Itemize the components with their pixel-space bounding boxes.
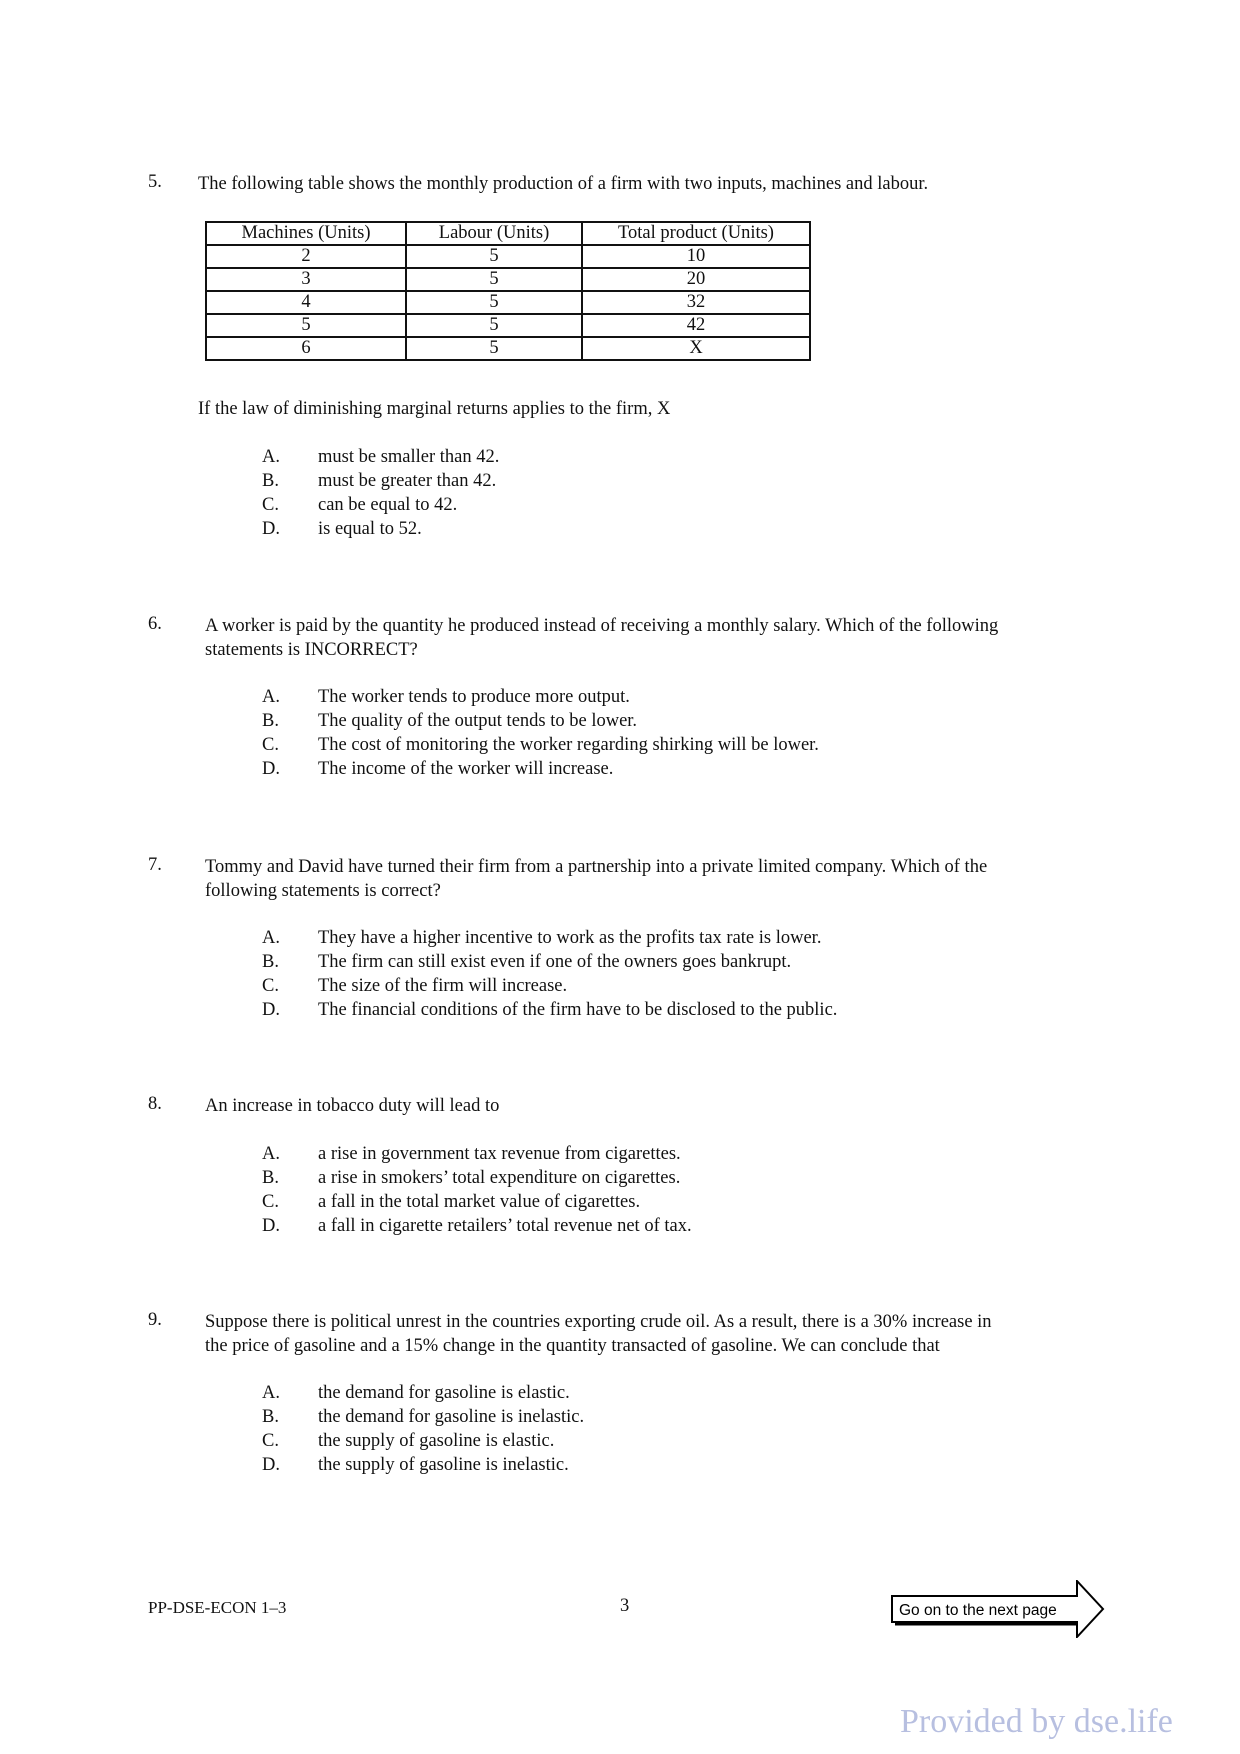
table-cell: 32: [582, 291, 810, 314]
option-c[interactable]: [262, 733, 819, 757]
page-number: 3: [620, 1596, 630, 1616]
question-7-text: [205, 855, 987, 903]
option-letter: C.: [262, 495, 279, 515]
option-letter: D.: [262, 519, 280, 539]
option-text: The income of the worker will increase.: [318, 759, 614, 779]
option-c[interactable]: [262, 974, 837, 998]
question-5-stem: If the law of diminishing marginal returns applies to the firm, X: [198, 399, 671, 419]
option-b[interactable]: [262, 469, 499, 493]
production-table: [205, 221, 811, 361]
question-8-number: 8.: [148, 1094, 162, 1114]
table-row: [206, 245, 810, 268]
option-text: the demand for gasoline is elastic.: [318, 1383, 570, 1403]
question-5-number: 5.: [148, 172, 162, 192]
option-text: The cost of monitoring the worker regarding shirking will be lower.: [318, 735, 819, 755]
option-d[interactable]: [262, 1214, 692, 1238]
option-letter: B.: [262, 1168, 279, 1188]
option-letter: C.: [262, 735, 279, 755]
option-c[interactable]: [262, 493, 499, 517]
option-a[interactable]: [262, 445, 499, 469]
option-text: The size of the firm will increase.: [318, 976, 568, 996]
option-c[interactable]: [262, 1190, 692, 1214]
table-cell: 5: [406, 291, 582, 314]
option-letter: C.: [262, 1431, 279, 1451]
option-d[interactable]: [262, 998, 837, 1022]
option-text: a fall in the total market value of cigarettes.: [318, 1192, 641, 1212]
option-text: the demand for gasoline is inelastic.: [318, 1407, 585, 1427]
column-header-labour: Labour (Units): [406, 222, 582, 245]
column-header-total-product: Total product (Units): [582, 222, 810, 245]
option-text: The worker tends to produce more output.: [318, 687, 630, 707]
table-cell: 10: [582, 245, 810, 268]
option-text: a rise in government tax revenue from cigarettes.: [318, 1144, 681, 1164]
table-row: [206, 291, 810, 314]
option-text: a rise in smokers’ total expenditure on cigarettes.: [318, 1168, 681, 1188]
option-letter: B.: [262, 1407, 279, 1427]
table-cell: 5: [406, 314, 582, 337]
option-letter: B.: [262, 952, 279, 972]
question-5-options: [262, 445, 499, 541]
option-letter: A.: [262, 687, 280, 707]
table-cell: 3: [206, 268, 406, 291]
question-5-text: The following table shows the monthly production of a firm with two inputs, machines and labour.: [198, 174, 929, 194]
next-page-button[interactable]: [891, 1580, 1105, 1638]
option-text: is equal to 52.: [318, 519, 422, 539]
option-letter: C.: [262, 1192, 279, 1212]
question-6-line-1: A worker is paid by the quantity he produced instead of receiving a monthly salary. Which of the following: [205, 616, 999, 636]
option-a[interactable]: [262, 926, 837, 950]
question-7-line-1: Tommy and David have turned their firm from a partnership into a private limited company. Which of the: [205, 857, 988, 877]
table-cell: 4: [206, 291, 406, 314]
option-a[interactable]: [262, 1142, 692, 1166]
option-text: They have a higher incentive to work as the profits tax rate is lower.: [318, 928, 822, 948]
option-d[interactable]: [262, 517, 499, 541]
option-b[interactable]: [262, 709, 819, 733]
option-letter: D.: [262, 1455, 280, 1475]
option-text: the supply of gasoline is inelastic.: [318, 1455, 569, 1475]
option-d[interactable]: [262, 1453, 584, 1477]
table-cell: 42: [582, 314, 810, 337]
option-letter: D.: [262, 759, 280, 779]
table-cell: 5: [406, 268, 582, 291]
option-a[interactable]: [262, 685, 819, 709]
next-page-label: Go on to the next page: [899, 1602, 1057, 1619]
option-text: a fall in cigarette retailers’ total revenue net of tax.: [318, 1216, 692, 1236]
question-9-line-2: the price of gasoline and a 15% change in the quantity transacted of gasoline. We can conclude that: [205, 1336, 940, 1356]
question-6-line-2: statements is INCORRECT?: [205, 640, 418, 660]
option-letter: B.: [262, 711, 279, 731]
question-9-line-1: Suppose there is political unrest in the countries exporting crude oil. As a result, there is a 30% increase in: [205, 1312, 992, 1332]
option-text: The financial conditions of the firm have to be disclosed to the public.: [318, 1000, 838, 1020]
table-header-row: [206, 222, 810, 245]
table-row: [206, 268, 810, 291]
option-letter: C.: [262, 976, 279, 996]
table-cell: 6: [206, 337, 406, 360]
table-row: [206, 337, 810, 360]
option-letter: A.: [262, 1383, 280, 1403]
column-header-machines: Machines (Units): [206, 222, 406, 245]
option-text: must be smaller than 42.: [318, 447, 500, 467]
table-row: [206, 314, 810, 337]
option-b[interactable]: [262, 950, 837, 974]
question-8-text: An increase in tobacco duty will lead to: [205, 1096, 500, 1116]
option-text: The quality of the output tends to be lower.: [318, 711, 638, 731]
question-9-text: [205, 1310, 992, 1358]
option-b[interactable]: [262, 1405, 584, 1429]
option-b[interactable]: [262, 1166, 692, 1190]
question-9-number: 9.: [148, 1310, 162, 1330]
option-letter: A.: [262, 1144, 280, 1164]
paper-code: PP-DSE-ECON 1–3: [148, 1598, 287, 1617]
question-7-options: [262, 926, 837, 1022]
option-letter: D.: [262, 1000, 280, 1020]
question-8-options: [262, 1142, 692, 1238]
table-cell: 5: [406, 245, 582, 268]
option-a[interactable]: [262, 1381, 584, 1405]
option-letter: B.: [262, 471, 279, 491]
option-text: The firm can still exist even if one of the owners goes bankrupt.: [318, 952, 792, 972]
option-d[interactable]: [262, 757, 819, 781]
option-letter: A.: [262, 928, 280, 948]
table-cell: 2: [206, 245, 406, 268]
question-9-options: [262, 1381, 584, 1477]
table-cell: 5: [406, 337, 582, 360]
table-cell: 5: [206, 314, 406, 337]
question-6-options: [262, 685, 819, 781]
option-c[interactable]: [262, 1429, 584, 1453]
watermark: Provided by dse.life: [900, 1703, 1173, 1740]
option-text: must be greater than 42.: [318, 471, 497, 491]
option-letter: D.: [262, 1216, 280, 1236]
table-cell: X: [582, 337, 810, 360]
question-6-text: [205, 614, 998, 662]
table-cell: 20: [582, 268, 810, 291]
question-7-number: 7.: [148, 855, 162, 875]
option-text: the supply of gasoline is elastic.: [318, 1431, 555, 1451]
option-letter: A.: [262, 447, 280, 467]
option-text: can be equal to 42.: [318, 495, 458, 515]
question-7-line-2: following statements is correct?: [205, 881, 441, 901]
question-6-number: 6.: [148, 614, 162, 634]
